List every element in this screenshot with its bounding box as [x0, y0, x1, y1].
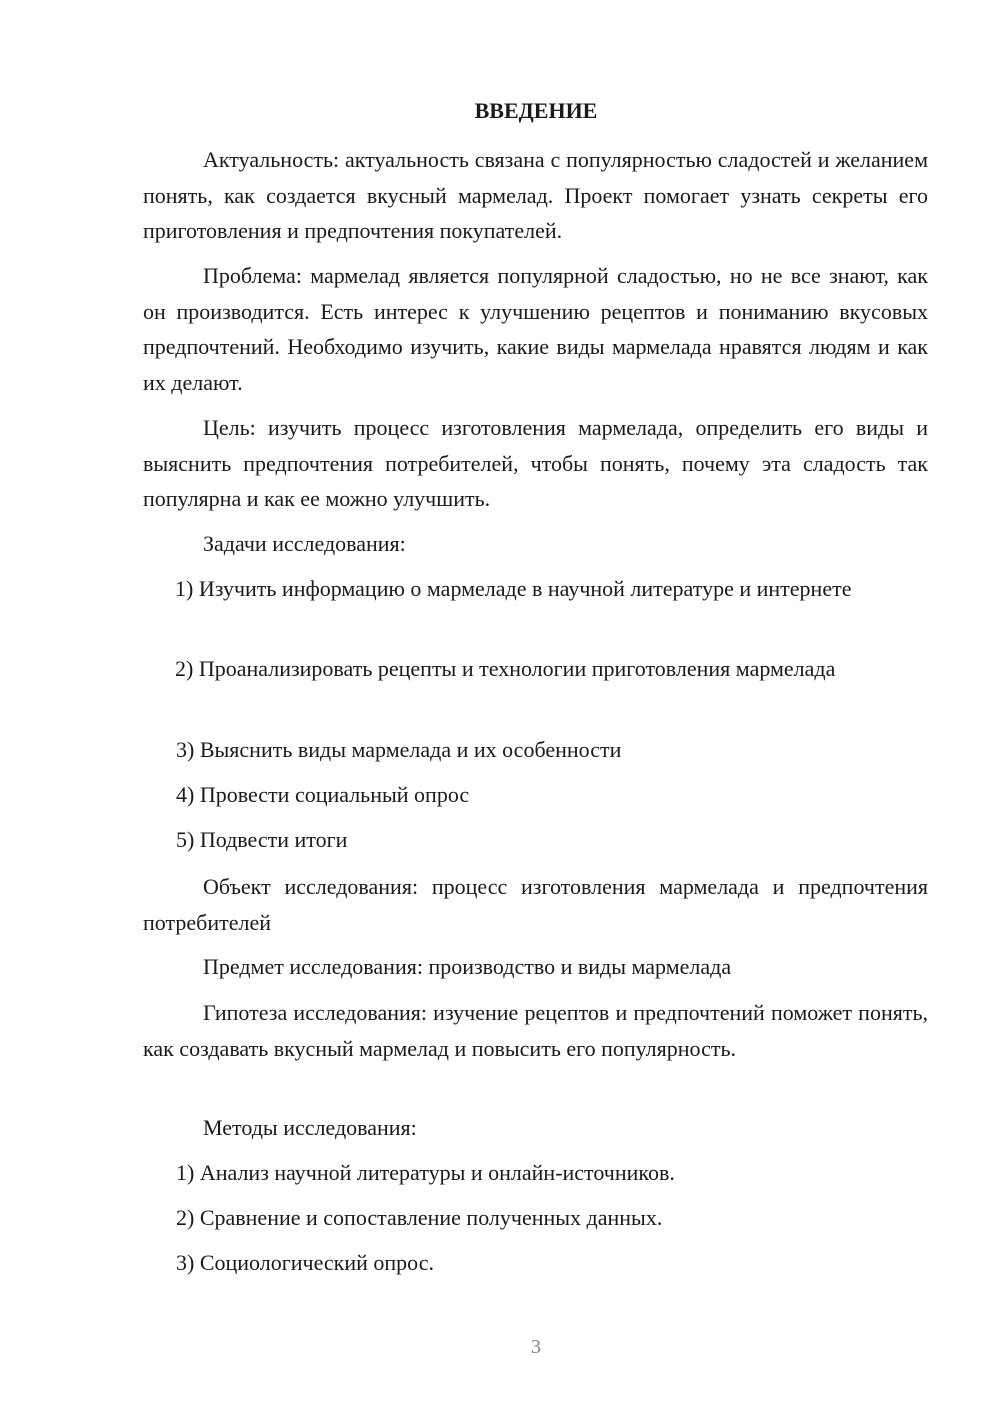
relevance-paragraph: Актуальность: актуальность связана с популярностью сладостей и желанием понять, как создается вкусный мармелад. Проект помогает узнать секреты его приготовления и предпочтения покупателей. — [143, 147, 928, 243]
method-item-2: 2) Сравнение и сопоставление полученных данных. — [176, 1205, 663, 1230]
goal-paragraph: Цель: изучить процесс изготовления мармелада, определить его виды и выяснить предпочтения потребителей, чтобы понять, почему эта сладость так популярна и как ее можно улучшить. — [143, 415, 928, 511]
task-item-2: 2) Проанализировать рецепты и технологии приготовления мармелада — [175, 656, 836, 681]
page-number: 3 — [531, 1336, 541, 1358]
hypothesis-paragraph: Гипотеза исследования: изучение рецептов и предпочтений поможет понять, как создавать вкусный мармелад и повысить его популярность. — [143, 1000, 928, 1061]
task-item-1: 1) Изучить информацию о мармеладе в научной литературе и интернете — [175, 576, 852, 601]
subject-paragraph: Предмет исследования: производство и виды мармелада — [203, 954, 732, 979]
tasks-title: Задачи исследования: — [203, 531, 406, 556]
method-item-1: 1) Анализ научной литературы и онлайн-источников. — [176, 1160, 675, 1185]
task-item-3: 3) Выяснить виды мармелада и их особенности — [176, 737, 622, 762]
methods-title: Методы исследования: — [203, 1115, 417, 1140]
object-paragraph: Объект исследования: процесс изготовления мармелада и предпочтения потребителей — [143, 874, 928, 935]
section-heading: ВВЕДЕНИЕ — [474, 98, 598, 123]
problem-paragraph: Проблема: мармелад является популярной сладостью, но не все знают, как он производится. Есть интерес к улучшению рецептов и пониманию вкусовых предпочтений. Необходимо изучить, какие виды мармелада нравятся людям и как их делают. — [143, 263, 928, 395]
task-item-4: 4) Провести социальный опрос — [176, 782, 470, 807]
method-item-3: 3) Социологический опрос. — [176, 1250, 434, 1275]
task-item-5: 5) Подвести итоги — [176, 827, 348, 852]
